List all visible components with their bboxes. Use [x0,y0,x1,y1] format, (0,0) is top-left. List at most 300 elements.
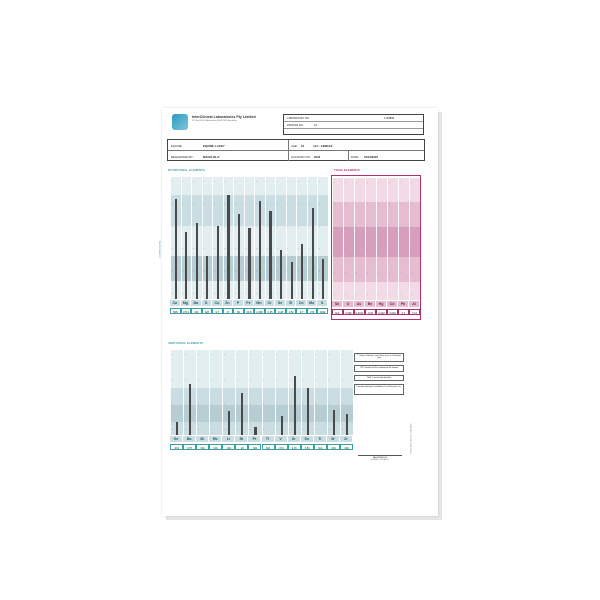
tick-label: • [341,354,343,356]
tick-label: • [410,249,412,252]
tick-label: • [298,270,299,273]
tick-label: • [213,248,215,251]
element-value: 23.8 [246,310,252,314]
copyright-text: © Trace Elements, Inc. 1998, 2014 [410,423,413,455]
element-column-v [275,350,291,435]
tick-label: • [315,429,317,431]
element-symbol: Mn [254,300,265,306]
element-value: 0.57 [187,446,193,450]
element-column-hg [376,178,387,300]
element-value-cell [376,309,387,315]
tick-label: • [171,293,173,295]
tick-label: • [319,225,320,228]
tick-label: • [184,429,186,431]
tick-label: • [182,225,183,228]
element-bar [333,410,335,436]
element-value: 0.52 [288,310,294,314]
element-column-s [317,177,328,299]
element-symbol: Na [191,300,202,306]
tick-label: • [211,404,212,406]
tick-label: • [250,354,251,356]
element-value: 0.1 [401,311,406,315]
tick-label: • [277,270,278,273]
element-symbol: Sn [301,436,314,442]
tick-label: • [171,429,173,431]
element-column-cr [265,177,276,299]
element-value-cell [288,444,301,450]
legend-note-4: Laboratory Analysis Provided by Trace Elements, Inc. [354,384,404,395]
element-column-sb [332,178,343,300]
tick-label: • [192,225,194,228]
element-value-cell [275,444,288,450]
element-value: .002 [344,446,349,450]
lab-no-row [284,115,423,122]
tick-label: • [192,270,194,273]
tick-label: • [328,429,330,431]
tick-label: • [197,404,199,406]
element-value-cell [332,309,343,315]
tick-label: • [266,181,268,183]
tick-label: • [234,203,236,206]
element-value: 2.309 [256,310,263,314]
tick-label: • [388,226,390,229]
tick-label: • [302,354,304,356]
tick-label: • [344,226,346,229]
element-value: 0.7 [299,310,304,314]
tick-label: • [289,354,291,356]
element-value-cell [202,308,213,314]
element-value: 0.51 [304,446,310,450]
element-column-w [327,350,340,435]
tick-label: • [344,271,346,274]
element-value-cell [301,444,314,450]
account-value: 2216 [314,154,321,159]
tick-label: • [182,203,183,206]
tick-label: • [184,354,186,356]
tick-label: • [197,354,199,356]
element-column-pb [398,178,409,300]
tick-label: • [224,404,225,406]
tick-label: • [377,294,379,296]
tick-label: • [203,225,205,228]
tick-label: • [308,181,310,183]
tick-label: • [399,182,401,184]
element-value-cell [265,308,276,314]
date-value: 19/12/2022 [364,154,378,159]
tick-label: • [171,203,173,206]
tick-label: • [287,181,289,183]
tick-label: • [245,270,247,273]
element-column-tl [262,350,278,435]
tick-label: • [245,248,247,251]
element-value: 17.2 [412,311,417,315]
element-symbol: Mg [181,300,192,306]
tick-label: • [184,379,186,381]
lab-name: InterClinical Laboratories Pty Limited [192,115,256,119]
tick-label: • [319,248,320,251]
element-symbol: Fe [244,300,255,306]
profile-label: PROFILE NO: [287,124,304,127]
tick-label: • [256,293,257,295]
element-bar [322,259,324,299]
element-symbol: Zr [340,436,353,442]
element-column-pt [248,350,261,435]
element-value-cell [170,308,181,314]
element-bar [245,225,250,299]
element-symbol: Co [296,300,307,306]
tick-label: • [302,379,304,381]
element-symbol: K [202,300,213,306]
tick-label: • [319,181,320,183]
tick-label: • [277,225,278,228]
element-value: .23 [240,446,244,450]
tick-label: • [211,354,212,356]
tick-label: • [276,429,278,431]
element-symbol: Ti [314,436,327,442]
element-symbol: Se [275,300,286,306]
tick-label: • [399,271,401,274]
tick-label: • [211,379,212,381]
tick-label: • [366,249,368,252]
element-bar [176,422,178,435]
tick-label: • [277,293,278,295]
tick-label: • [263,429,264,431]
tick-label: • [171,181,173,183]
element-symbol: Sb [332,301,343,307]
tick-label: • [203,248,205,251]
tick-label: • [333,226,335,229]
element-bar [254,427,256,436]
tick-label: • [171,225,173,228]
element-symbol: Tl [262,436,275,442]
element-column-na [191,177,205,299]
tick-label: • [245,203,247,206]
tick-label: • [298,225,299,228]
tick-label: • [171,379,173,381]
element-value-cell [275,308,286,314]
element-value-cell [365,309,376,315]
tick-label: • [277,248,278,251]
tick-label: • [184,404,186,406]
element-column-rb [209,350,222,435]
tick-label: • [377,249,379,252]
toxic-chart [331,175,421,320]
tick-label: • [298,203,299,206]
tick-label: • [250,429,251,431]
element-column-mn [254,177,265,299]
element-column-cu [212,177,226,299]
tick-label: • [266,225,268,228]
tick-label: • [224,293,226,295]
tick-label: • [224,270,226,273]
element-bar [281,416,283,435]
tick-label: • [333,249,335,252]
element-column-be [365,178,376,300]
tick-label: • [315,354,317,356]
age-value: 13 [301,144,305,148]
tick-label: • [171,404,173,406]
element-value-cell [191,308,202,314]
tick-label: • [234,293,236,295]
tick-label: • [302,429,304,431]
element-symbol: Cu [212,300,223,306]
tick-label: • [237,429,238,431]
tick-label: • [234,181,236,183]
element-value-cell [317,308,328,314]
element-value-cell [343,309,354,315]
element-bar [175,199,177,299]
requested-label: REQUESTED BY: [171,154,194,159]
element-value: 0.004 [389,311,396,315]
tick-label: • [203,270,205,273]
tick-label: • [263,404,264,406]
element-bar [206,256,208,299]
element-bar [241,393,243,436]
tick-label: • [203,203,205,206]
tick-label: • [197,379,199,381]
tick-label: • [224,225,226,228]
element-value: N/A [335,311,340,315]
element-bar [301,244,303,299]
element-symbol: Be [365,301,376,307]
tick-label: • [245,293,247,295]
tick-label: • [308,225,310,228]
element-value: 0.28 [278,310,284,314]
element-symbol: As [354,301,365,307]
nutrient-chart [170,175,328,320]
tick-label: • [289,379,291,381]
lab-logo-icon [172,114,188,130]
profile-row [284,122,423,129]
nutrient-section-title: NUTRITIONAL ELEMENTS [168,168,205,172]
axis-word-top: NUTRIENT LEVEL [159,240,162,258]
tick-label: • [344,204,346,207]
lab-no-label: LABORATORY NO: [287,117,310,120]
element-bar [291,262,293,299]
tick-label: • [192,203,194,206]
element-column-p [233,177,244,299]
legend-note-1: "*" Below Calibration Limit Value Great to Calibration Limit [354,353,404,362]
element-value: 0.35 [267,310,273,314]
tick-label: • [213,270,215,273]
element-value: N/A [213,446,218,450]
sex-label: SEX: [313,144,320,148]
element-value-cell [314,444,327,450]
tick-label: • [302,404,304,406]
element-value: 898 [173,310,178,314]
tick-label: • [256,225,257,228]
element-column-b [286,177,297,299]
tick-label: • [266,293,268,295]
element-value-cell [212,308,223,314]
element-symbol: P [233,300,244,306]
element-value-cell [409,309,420,315]
tick-label: • [276,404,278,406]
element-symbol: Rb [209,436,222,442]
element-symbol: Sr [288,436,301,442]
element-column-fe [244,177,255,299]
element-bar [228,411,230,435]
tick-label: • [315,404,317,406]
tick-label: • [410,271,412,274]
element-bar [280,250,282,299]
element-column-bi [196,350,209,435]
element-symbol: Ca [170,300,181,306]
validation-block [358,455,402,463]
element-column-ba [183,350,196,435]
tick-label: • [341,429,343,431]
tick-label: • [276,354,278,356]
element-bar [259,201,261,299]
element-value-cell [387,309,398,315]
tick-label: • [388,182,390,184]
element-value-cell [340,444,353,450]
tick-label: • [333,182,335,184]
element-value: .001 [330,446,336,450]
element-value: N/A [265,446,271,450]
element-value-cell [235,444,248,450]
tick-label: • [333,271,335,274]
tick-label: • [224,248,226,251]
element-value: .001 [174,446,179,450]
id-box [283,114,424,135]
element-symbol: Ge [170,436,183,442]
tick-label: • [245,181,247,183]
element-column-li [222,350,235,435]
element-value-cell [354,309,365,315]
element-column-k [202,177,213,299]
legend-note-2: "ND" Sample Not Run Inadequate for Sample [354,365,404,372]
element-value: 4.15 [291,446,297,450]
element-symbol: U [343,301,354,307]
element-value: 17 [226,310,230,314]
element-value: N/A [318,446,323,450]
element-column-zr [340,350,353,435]
tick-label: • [234,270,236,273]
element-bar [196,223,198,299]
element-bar [312,208,314,300]
patient-type: EQUINE [171,144,182,148]
tick-label: • [399,294,401,296]
tick-label: • [203,181,205,183]
tick-label: • [388,204,390,207]
tick-label: • [203,293,205,295]
tick-label: • [171,248,173,251]
element-value: 0.0010 [355,311,364,315]
tick-label: • [224,203,226,206]
tick-label: • [344,294,346,296]
element-value: 9.7 [215,310,220,314]
tick-label: • [308,203,310,206]
element-column-mo [307,177,318,299]
tick-label: • [355,182,357,184]
tick-label: • [355,226,357,229]
element-symbol: Mo [307,300,318,306]
tick-label: • [266,203,268,206]
tick-label: • [298,293,299,295]
element-symbol: Ba [183,436,196,442]
tick-label: • [277,203,278,206]
tick-label: • [377,271,379,274]
tick-label: • [182,248,183,251]
element-symbol: Pb [398,301,409,307]
validation-label: VALIDATED BY [372,456,388,459]
element-value-cell [327,444,340,450]
tick-label: • [287,203,289,206]
tick-label: • [298,181,299,183]
element-column-se [275,177,286,299]
tick-label: • [213,203,215,206]
element-value: 0.052 [345,311,352,315]
tick-label: • [197,429,199,431]
tick-label: • [377,204,379,207]
element-bar [346,414,348,435]
tick-label: • [250,404,251,406]
element-value: 4042 [319,310,326,314]
element-bar [217,226,219,299]
element-column-al [409,178,420,300]
element-value-cell [233,308,244,314]
element-column-as [354,178,365,300]
tick-label: • [256,248,257,251]
additional-chart [170,348,353,453]
tick-label: • [263,379,264,381]
patient-row-2 [168,151,424,162]
element-bar [307,388,309,435]
tick-label: • [237,379,238,381]
tick-label: • [319,293,320,295]
tick-label: • [319,270,320,273]
element-value: N/A [200,446,205,450]
patient-name: EQUINE, LACEY [203,144,225,148]
tick-label: • [328,354,330,356]
tick-label: • [182,293,183,295]
tick-label: • [333,294,335,296]
tick-label: • [366,204,368,207]
tick-label: • [224,354,225,356]
element-column-ni [235,350,248,435]
tick-label: • [366,271,368,274]
element-symbol: Ni [235,436,248,442]
tick-label: • [410,204,412,207]
tick-label: • [171,270,173,273]
tick-label: • [289,429,291,431]
tick-label: • [224,181,226,183]
element-bar [266,211,271,299]
tick-label: • [399,226,401,229]
tick-label: • [237,404,238,406]
element-value-cell [254,308,265,314]
element-value-cell [286,308,297,314]
element-symbol: Hg [376,301,387,307]
element-column-ca [170,177,181,299]
element-value: .001 [252,446,258,450]
validation-sub: LICENSE - ICP-MS 5.7 [370,458,390,461]
account-label: ACCOUNT NO: [291,154,311,159]
element-value: 80 [237,310,240,314]
element-value-cell [262,444,275,450]
tick-label: • [388,271,390,274]
element-symbol: Zn [223,300,234,306]
lab-no-value: 1728899 [384,117,395,120]
tick-label: • [315,379,317,381]
date-label: DATE: [351,154,360,159]
element-symbol: V [275,436,288,442]
tick-label: • [410,182,412,184]
tick-label: • [377,226,379,229]
patient-row-1 [168,140,424,151]
element-value-cell [248,444,261,450]
